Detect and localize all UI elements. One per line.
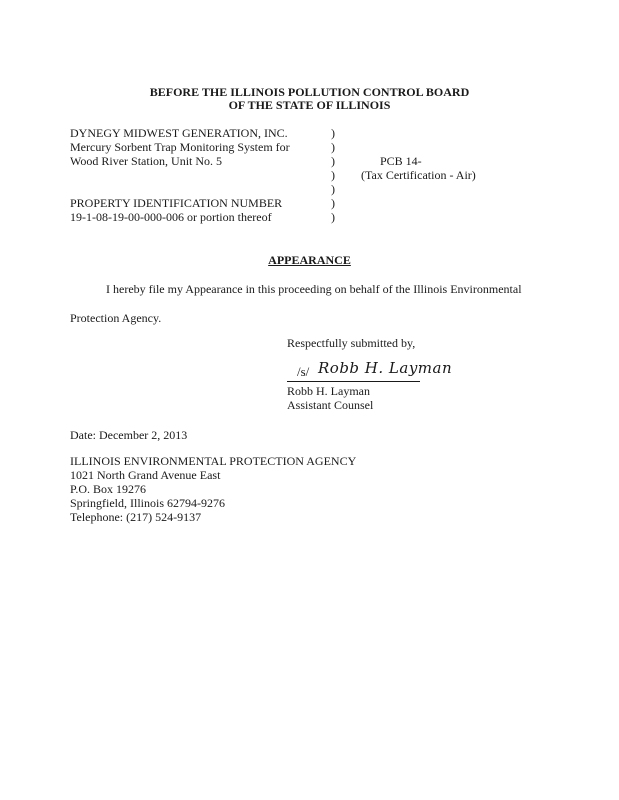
case-type: (Tax Certification - Air) (361, 168, 476, 182)
agency-po-box: P.O. Box 19276 (70, 482, 147, 496)
agency-name: ILLINOIS ENVIRONMENTAL PROTECTION AGENCY (70, 454, 357, 468)
date-line: Date: December 2, 2013 (70, 428, 188, 442)
appearance-body-line1: I hereby file my Appearance in this proceeding on behalf of the Illinois Environmental (106, 282, 522, 296)
agency-phone: Telephone: (217) 524-9137 (70, 510, 202, 524)
party-description-line2: Wood River Station, Unit No. 5 (70, 154, 223, 168)
case-number: PCB 14- (380, 154, 422, 168)
board-heading: BEFORE THE ILLINOIS POLLUTION CONTROL BOARD (149, 85, 470, 99)
property-id-label: PROPERTY IDENTIFICATION NUMBER (70, 196, 283, 210)
signer-title: Assistant Counsel (287, 398, 374, 412)
closing-text: Respectfully submitted by, (287, 336, 416, 350)
signer-name: Robb H. Layman (287, 384, 370, 398)
agency-street: 1021 North Grand Avenue East (70, 468, 221, 482)
caption-paren: ) (331, 140, 335, 154)
signature-prefix: /s/ (297, 364, 310, 379)
caption-paren: ) (331, 126, 335, 140)
agency-city: Springfield, Illinois 62794-9276 (70, 496, 225, 510)
caption-paren: ) (331, 154, 335, 168)
signature: Robb H. Layman (318, 359, 453, 377)
property-id-number: 19-1-08-19-00-000-006 or portion thereof (70, 210, 272, 224)
signature-line (287, 381, 420, 382)
caption-paren: ) (331, 210, 335, 224)
appearance-body-line2: Protection Agency. (70, 311, 162, 325)
appearance-title: APPEARANCE (268, 253, 351, 267)
caption-paren: ) (331, 182, 335, 196)
caption-paren: ) (331, 168, 335, 182)
caption-paren: ) (331, 196, 335, 210)
party-name: DYNEGY MIDWEST GENERATION, INC. (70, 126, 288, 140)
party-description-line1: Mercury Sorbent Trap Monitoring System for (70, 140, 290, 154)
state-heading: OF THE STATE OF ILLINOIS (228, 98, 391, 112)
